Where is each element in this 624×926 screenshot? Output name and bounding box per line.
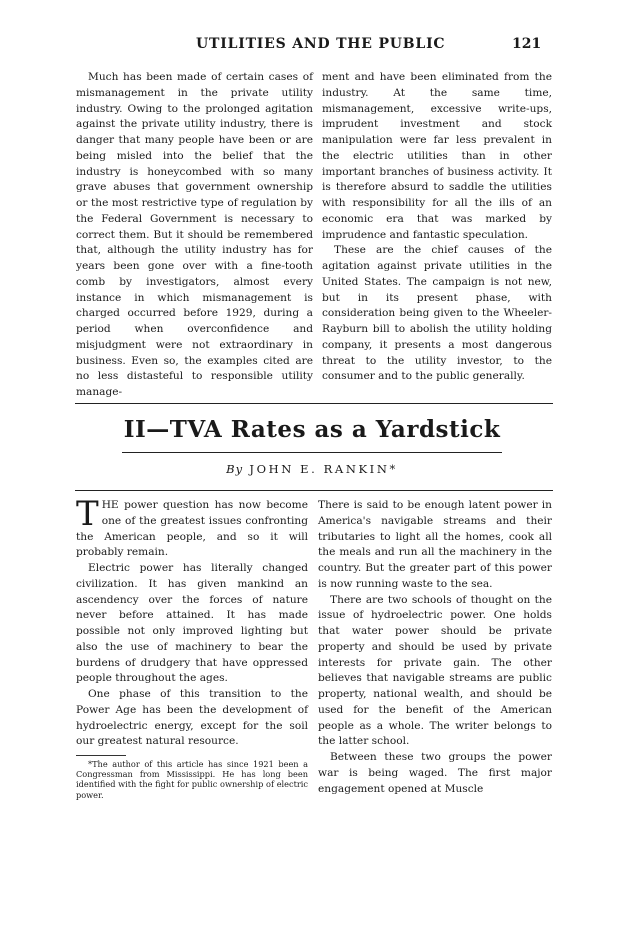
author-name: JOHN E. RANKIN*	[249, 462, 398, 476]
article-left-column	[76, 494, 308, 800]
paragraph-text: HE power question has now become one of the greatest issues confronting the American people, and so it will probably remain.	[76, 499, 308, 559]
running-title: UTILITIES AND THE PUBLIC	[196, 36, 446, 52]
article-title: II—TVA Rates as a Yardstick	[123, 416, 501, 443]
paragraph: There is said to be enough latent power in America's navigable streams and their tributaries to light all the homes, cook all the meals and run all the machinery in the country. But the greater part of this power is now running waste to the sea.	[318, 499, 552, 590]
paragraph	[76, 494, 308, 561]
byline	[0, 462, 624, 476]
title-rule	[122, 452, 502, 453]
byline-prefix: By	[226, 462, 244, 476]
byline-divider	[75, 490, 553, 491]
paragraph: ment and have been eliminated from the industry. At the same time, mismanagement, excessive write-ups, imprudent investment and stock manipulation were far less prevalent in the electric utilities than in other important branches of business activity. It is therefore absurd to saddle the utilities with responsibility for all the ills of an economic era that was marked by imprudence and fantastic speculation.	[322, 71, 552, 241]
page-number: 121	[512, 36, 542, 52]
paragraph: These are the chief causes of the agitation against private utilities in the United States. The campaign is not new, but in its present phase, with consideration being given to the Wheeler-Rayburn bill to abolish the utility holding company, it presents a most dangerous threat to the utility investor, to the consumer and to the public generally.	[322, 244, 552, 383]
page-header	[0, 36, 624, 64]
paragraph: Electric power has literally changed civilization. It has given mankind an ascendency over the forces of nature never before attained. It has made possible not only improved lighting but also the use of machinery to bear the burdens of drudgery that have oppressed people throughout the ages.	[76, 562, 308, 685]
paragraph: Much has been made of certain cases of mismanagement in the private utility industry. Owing to the prolonged agitation against the private utility industry, there is danger that many people have been or are being misled into the belief that the industry is honeycombed with so many grave abuses that government ownership or the most restrictive type of regulation by the Federal Government is necessary to correct them. But it should be remembered that, although the utility industry has for years been gone over with a fine-tooth comb by investigators, almost every instance in which mismanagement is charged occurred before 1929, during a period when overconfidence and misjudgment were not extraordinary in business. Even so, the examples cited are no less distasteful to responsible utility manage-	[76, 71, 313, 398]
drop-cap: T	[76, 494, 99, 534]
article-right-column	[318, 498, 552, 797]
top-right-column	[322, 70, 552, 385]
top-left-column	[76, 70, 313, 401]
footnote: *The author of this article has since 1921 been a Congressman from Mississippi. He has long been identified with the fight for public ownership of electric power.	[76, 759, 308, 800]
paragraph: One phase of this transition to the Power Age has been the development of hydroelectric energy, except for the soil our greatest natural resource.	[76, 688, 308, 748]
paragraph: There are two schools of thought on the issue of hydroelectric power. One holds that water power should be private property and should be used by private interests for private gain. The other believes that navigable streams are public property, national wealth, and should be used for the benefit of the American people as a whole. The writer belongs to the latter school.	[318, 593, 552, 748]
section-divider	[75, 403, 553, 404]
footnote-rule	[76, 755, 126, 756]
paragraph: Between these two groups the power war is being waged. The first major engagement opened at Muscle	[318, 751, 552, 795]
